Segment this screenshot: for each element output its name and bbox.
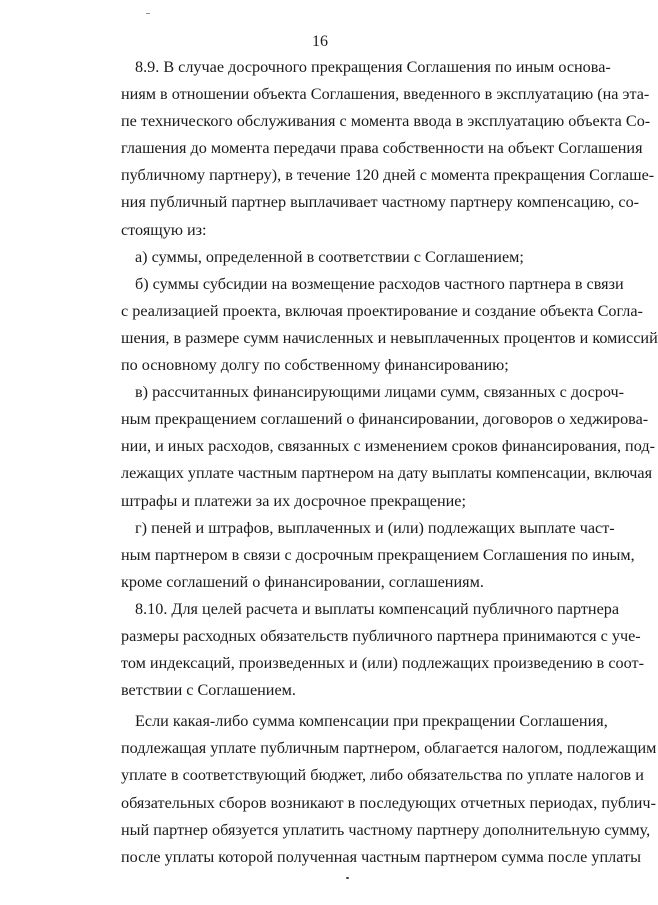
document-body <box>121 54 658 871</box>
scan-speck <box>146 13 150 14</box>
text-line: ветствии с Соглашением. <box>121 681 296 700</box>
text-line: г) пеней и штрафов, выплаченных и (или) подлежащих выплате част- <box>135 518 615 537</box>
page-number: 16 <box>312 33 328 50</box>
text-line: после уплаты которой полученная частным партнером сумма после уплаты <box>121 847 641 866</box>
text-line: ный партнер обязуется уплатить частному партнеру дополнительную сумму, <box>121 820 651 839</box>
paragraph-8-9 <box>121 54 655 244</box>
list-item-a <box>121 244 604 271</box>
scan-speck <box>346 877 349 879</box>
text-line: с реализацией проекта, включая проектирование и создание объекта Согла- <box>121 301 643 320</box>
text-line: шения, в размере сумм начисленных и невыплаченных процентов и комиссий <box>121 328 658 347</box>
text-line: уплате в соответствующий бюджет, либо обязательства по уплате налогов и <box>121 766 644 785</box>
list-item-v <box>121 379 655 514</box>
text-line: подлежащая уплате публичным партнером, облагается налогом, подлежащим <box>121 739 657 758</box>
text-line: 8.9. В случае досрочного прекращения Соглашения по иным основа- <box>135 58 611 76</box>
text-line: том индексаций, произведенных и (или) подлежащих произведению в соот- <box>121 654 644 673</box>
text-line: штрафы и платежи за их досрочное прекращение; <box>121 491 466 510</box>
paragraph-8-10 <box>121 596 644 704</box>
text-line: обязательных сборов возникают в последующих отчетных периодах, публич- <box>121 793 656 812</box>
text-line: нии, и иных расходов, связанных с изменением сроков финансирования, под- <box>121 437 655 456</box>
text-line: лежащих уплате частным партнером на дату выплаты компенсации, включая <box>121 464 653 483</box>
text-line: Если какая-либо сумма компенсации при прекращении Соглашения, <box>135 712 608 731</box>
text-line: ным партнером в связи с досрочным прекращением Соглашения по иным, <box>121 545 635 564</box>
text-line: кроме соглашений о финансировании, соглашениям. <box>121 572 484 591</box>
text-line: по основному долгу по собственному финансированию; <box>121 356 509 375</box>
text-line: б) суммы субсидии на возмещение расходов частного партнера в связи <box>135 274 624 293</box>
text-line: размеры расходных обязательств публичного партнера принимаются с уче- <box>121 626 641 645</box>
text-line: а) суммы, определенной в соответствии с Соглашением; <box>135 247 524 266</box>
text-line: публичному партнеру), в течение 120 дней с момента прекращения Соглаше- <box>121 166 655 185</box>
text-line: ным прекращением соглашений о финансировании, договоров о хеджирова- <box>121 410 649 429</box>
list-item-b <box>121 271 658 379</box>
paragraph-tax-compensation <box>121 708 657 871</box>
text-line: ния публичный партнер выплачивает частному партнеру компенсацию, со- <box>121 193 640 212</box>
list-item-g <box>121 515 635 596</box>
text-line: глашения до момента передачи права собственности на объект Соглашения <box>121 139 643 158</box>
text-line: ниям в отношении объекта Соглашения, введенного в эксплуатацию (на эта- <box>121 85 650 104</box>
text-line: стоящую из: <box>121 220 207 239</box>
text-line: 8.10. Для целей расчета и выплаты компенсаций публичного партнера <box>135 599 620 618</box>
text-line: в) рассчитанных финансирующими лицами сумм, связанных с досроч- <box>135 383 625 402</box>
text-line: пе технического обслуживания с момента ввода в эксплуатацию объекта Со- <box>121 112 651 131</box>
